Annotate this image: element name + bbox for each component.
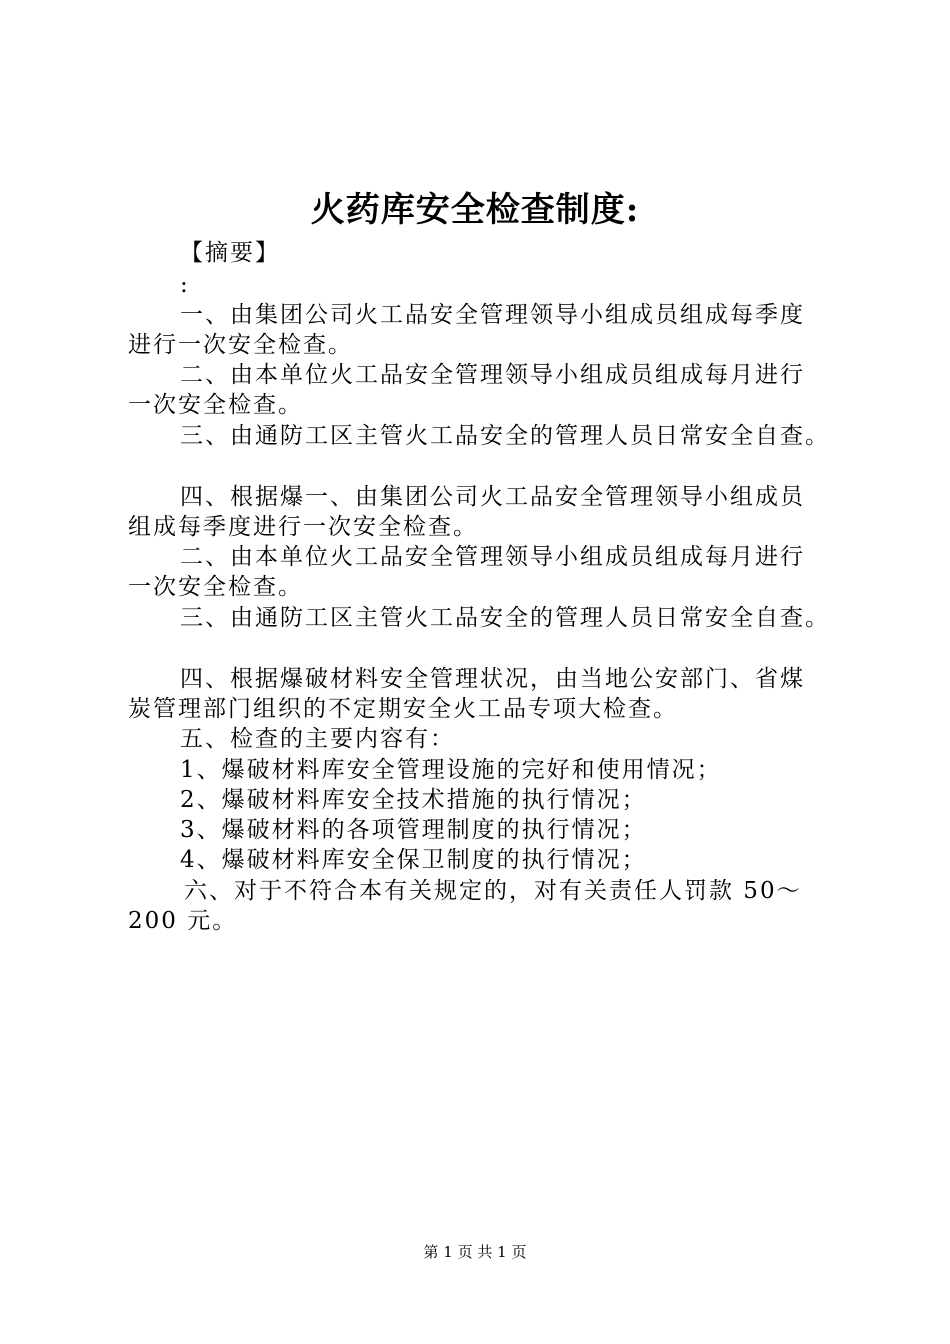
body-line: 200 元。 <box>128 908 238 934</box>
body-line: 一、由集团公司火工品安全管理领导小组成员组成每季度 <box>180 302 805 328</box>
body-line: 二、由本单位火工品安全管理领导小组成员组成每月进行 <box>180 544 805 570</box>
abstract-colon: : <box>180 272 190 298</box>
list-item: 1、爆破材料库安全管理设施的完好和使用情况； <box>180 757 722 783</box>
body-line: 五、检查的主要内容有： <box>180 726 455 752</box>
body-line: 一次安全检查。 <box>128 574 303 600</box>
body-line: 组成每季度进行一次安全检查。 <box>128 514 478 540</box>
list-item: 3、爆破材料的各项管理制度的执行情况； <box>180 817 647 843</box>
body-line: 四、根据爆一、由集团公司火工品安全管理领导小组成员 <box>180 484 805 510</box>
body-line: 二、由本单位火工品安全管理领导小组成员组成每月进行 <box>180 362 805 388</box>
body-line: 三、由通防工区主管火工品安全的管理人员日常安全自查。 <box>180 605 830 631</box>
body-line: 一次安全检查。 <box>128 392 303 418</box>
abstract-label: 【摘要】 <box>180 240 280 266</box>
body-line: 进行一次安全检查。 <box>128 332 353 358</box>
page-footer: 第 1 页 共 1 页 <box>423 1243 527 1261</box>
body-line: 四、根据爆破材料安全管理状况，由当地公安部门、省煤 <box>180 666 805 692</box>
body-line: 三、由通防工区主管火工品安全的管理人员日常安全自查。 <box>180 423 830 449</box>
document-title: 火药库安全检查制度: <box>310 190 640 230</box>
list-item: 4、爆破材料库安全保卫制度的执行情况； <box>180 847 647 873</box>
body-line: 六、对于不符合本有关规定的，对有关责任人罚款 50～ <box>184 878 802 904</box>
list-item: 2、爆破材料库安全技术措施的执行情况； <box>180 787 647 813</box>
body-line: 炭管理部门组织的不定期安全火工品专项大检查。 <box>128 696 678 722</box>
